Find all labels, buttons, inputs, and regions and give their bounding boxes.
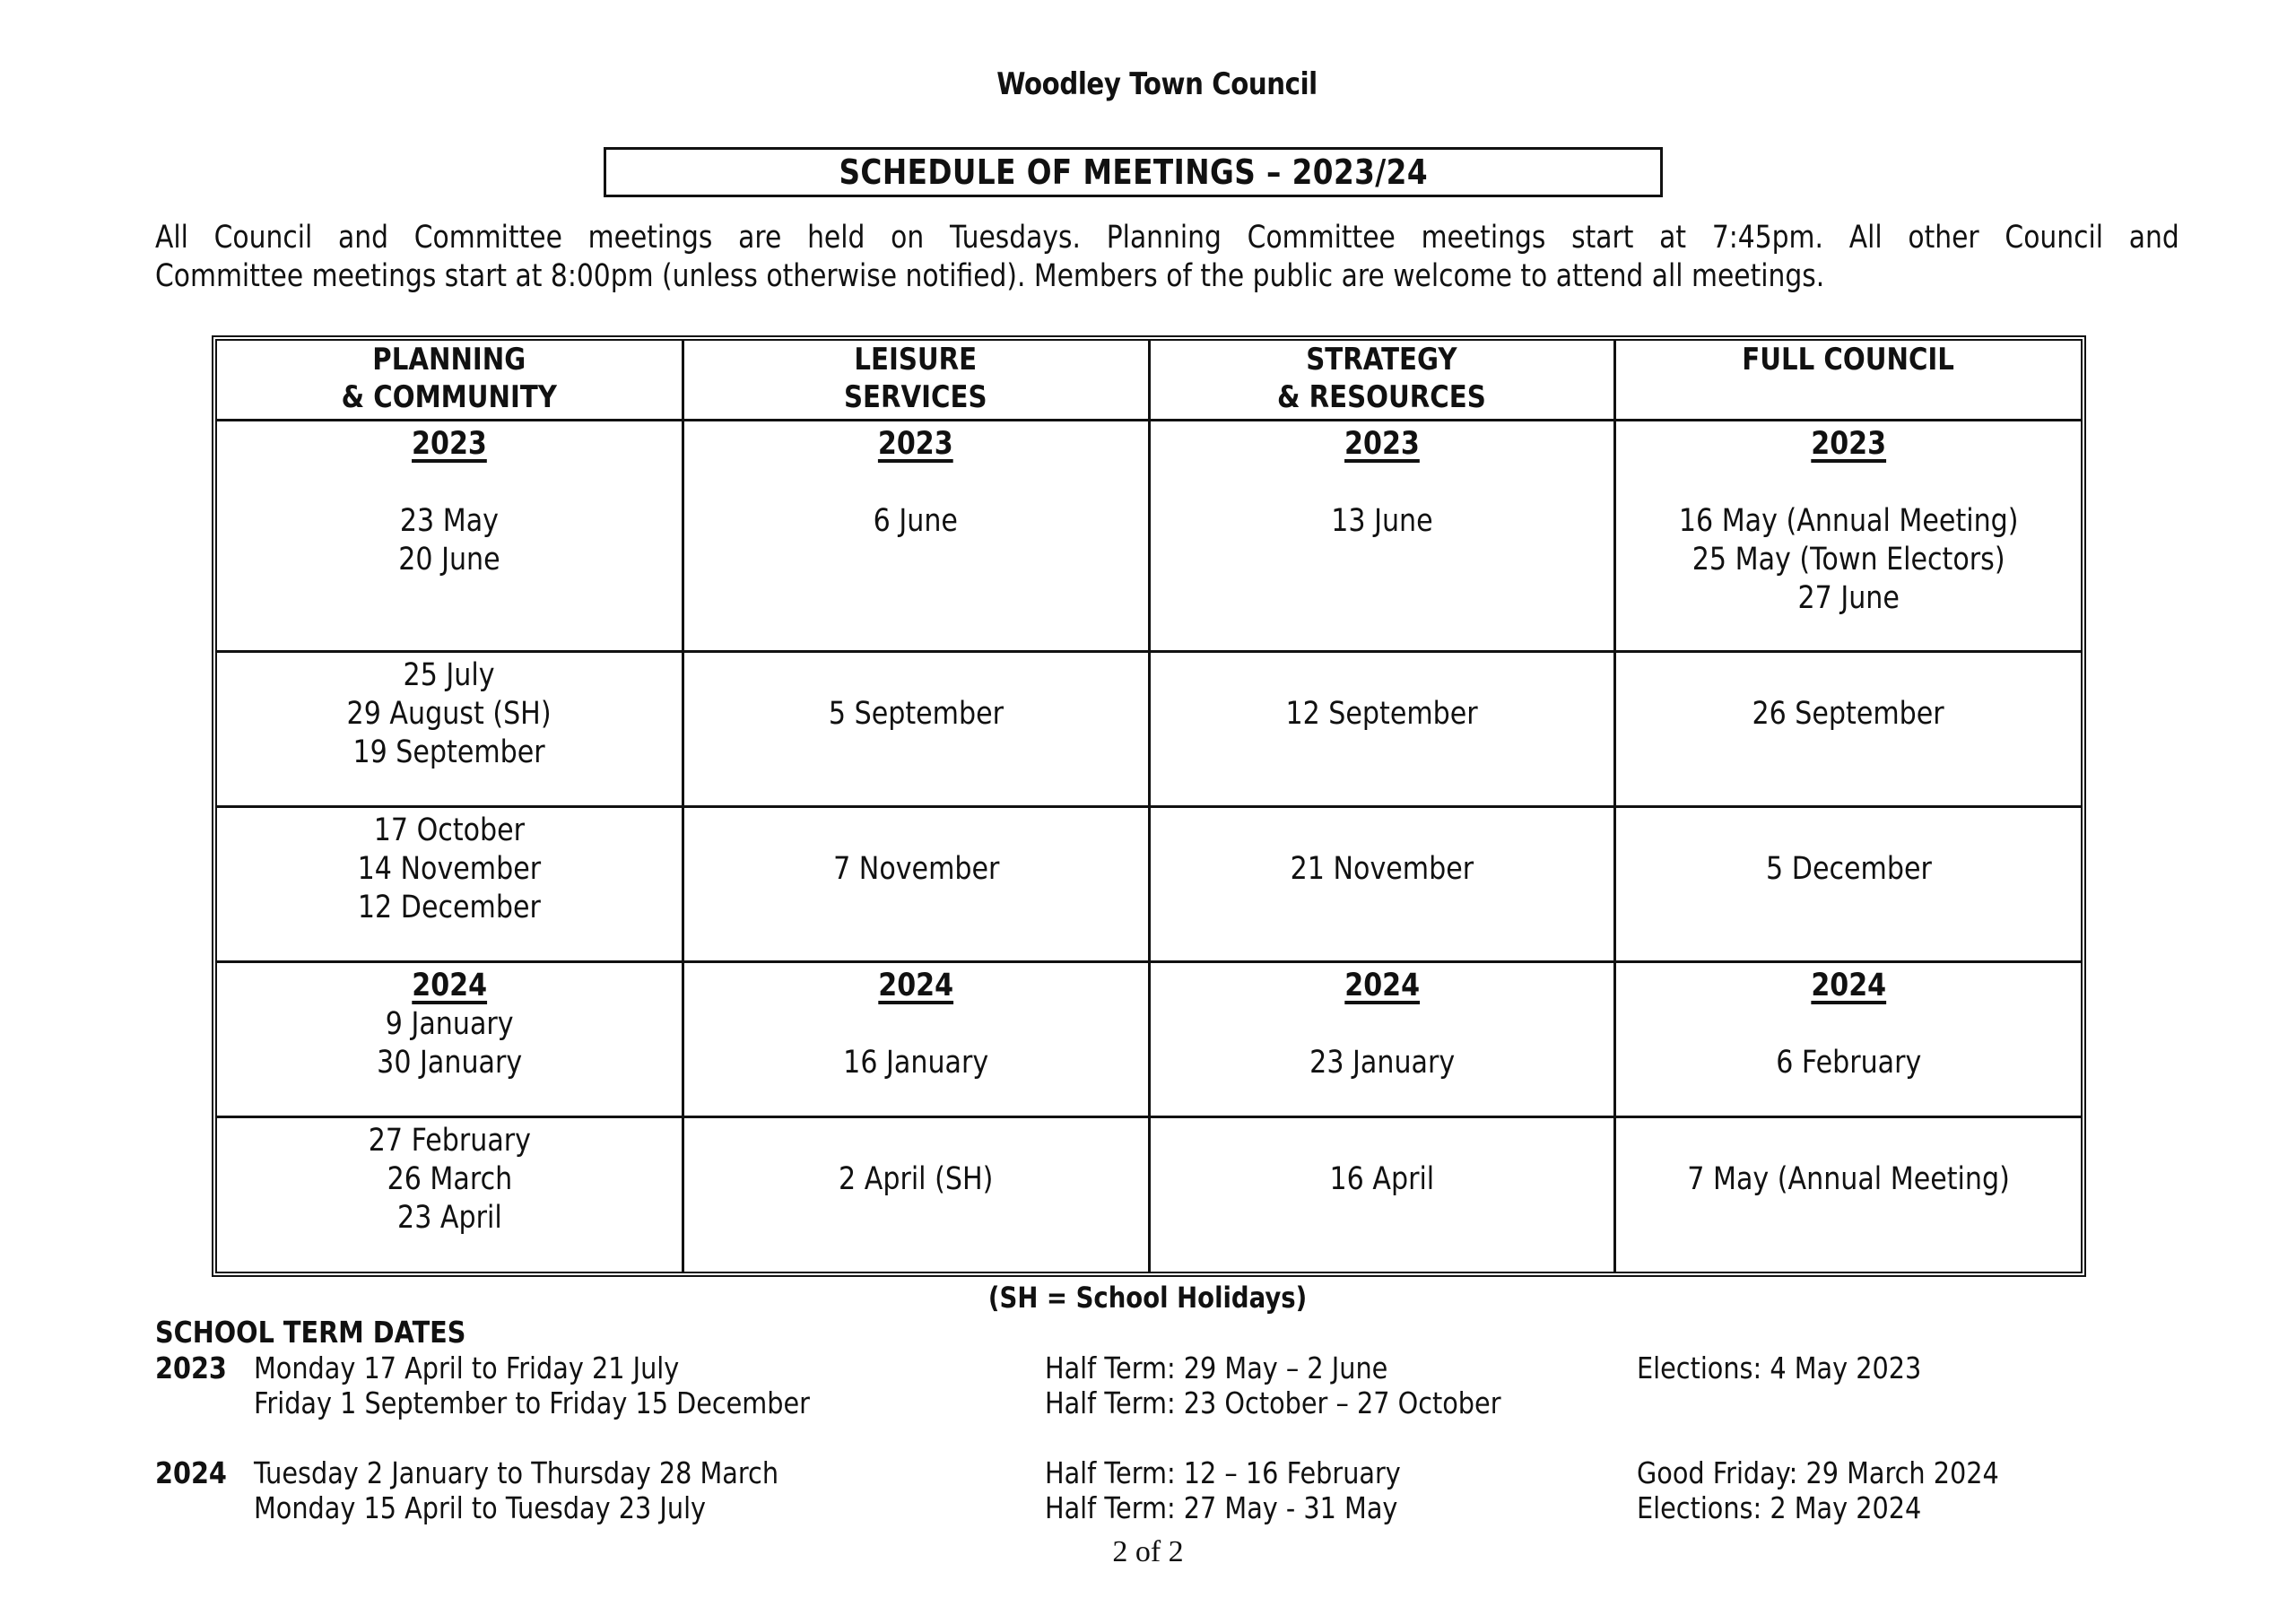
meeting-date: 5 December (1765, 850, 1932, 887)
cell-full-council (1615, 651, 2082, 806)
meeting-date: 5 September (828, 695, 1004, 732)
cell-leisure (683, 961, 1150, 1116)
term-note: Elections: 4 May 2023 (1637, 1350, 1922, 1385)
intro-paragraph (155, 219, 2179, 296)
term-row (155, 1490, 2218, 1525)
meeting-date: 19 September (352, 734, 546, 770)
cell-planning (217, 961, 683, 1116)
term-year-label: 2024 (155, 1455, 227, 1490)
meeting-date: 6 February (1775, 1044, 1922, 1081)
meeting-date: 29 August (SH) (346, 695, 552, 732)
meeting-date: 27 June (1797, 579, 1900, 616)
cell-strategy (1149, 651, 1615, 806)
cell-strategy (1149, 420, 1615, 651)
term-dates: Friday 1 September to Friday 15 December (254, 1385, 810, 1420)
table-row (217, 961, 2081, 1116)
half-term: Half Term: 29 May – 2 June (1045, 1350, 1388, 1385)
intro-line-2: Committee meetings start at 8:00pm (unless otherwise notified). Members of the public are welcome to attend all meetings. (155, 258, 1825, 294)
table-row (217, 1116, 2081, 1272)
column-header-full-council: FULL COUNCIL (1615, 341, 2082, 420)
half-term: Half Term: 12 – 16 February (1045, 1455, 1401, 1490)
column-header-strategy: STRATEGY & RESOURCES (1149, 341, 1615, 420)
year-label: 2024 (412, 967, 487, 1003)
year-label: 2024 (878, 967, 954, 1003)
cell-full-council (1615, 420, 2082, 651)
document-title-box (604, 147, 1663, 197)
meeting-date: 12 December (358, 889, 541, 925)
term-row (155, 1385, 2218, 1420)
organization-name: Woodley Town Council (996, 66, 1318, 102)
cell-planning (217, 420, 683, 651)
meeting-date: 25 May (Town Electors) (1692, 541, 2005, 578)
cell-planning (217, 1116, 683, 1272)
term-note: Elections: 2 May 2024 (1637, 1490, 1922, 1525)
table-header-row (217, 341, 2081, 420)
meeting-date: 30 January (376, 1044, 522, 1081)
half-term: Half Term: 27 May - 31 May (1045, 1490, 1398, 1525)
meeting-date: 16 May (Annual Meeting) (1678, 502, 2019, 539)
meeting-date: 26 September (1752, 695, 1945, 732)
cell-strategy (1149, 806, 1615, 961)
cell-full-council (1615, 806, 2082, 961)
meeting-date: 23 January (1309, 1044, 1455, 1081)
term-dates: Tuesday 2 January to Thursday 28 March (254, 1455, 779, 1490)
meeting-date: 7 May (Annual Meeting) (1687, 1160, 2010, 1197)
meeting-date: 16 January (843, 1044, 989, 1081)
page-number: 2 of 2 (1112, 1535, 1184, 1568)
meeting-date: 23 May (399, 502, 500, 539)
term-row (155, 1350, 2218, 1385)
meeting-date: 14 November (357, 850, 542, 887)
cell-leisure (683, 806, 1150, 961)
meeting-date: 7 November (832, 850, 999, 887)
term-row (155, 1455, 2218, 1490)
meeting-schedule-table (212, 335, 2086, 1277)
intro-line-1: All Council and Committee meetings are held on Tuesdays. Planning Committee meetings start at 7:45pm. All other Council and (155, 220, 2179, 256)
document-title: SCHEDULE OF MEETINGS – 2023/24 (839, 152, 1428, 192)
half-term: Half Term: 23 October – 27 October (1045, 1385, 1501, 1420)
term-dates: Monday 17 April to Friday 21 July (254, 1350, 680, 1385)
table-row (217, 806, 2081, 961)
cell-leisure (683, 651, 1150, 806)
cell-strategy (1149, 1116, 1615, 1272)
meeting-date: 25 July (403, 656, 495, 693)
cell-leisure (683, 420, 1150, 651)
cell-leisure (683, 1116, 1150, 1272)
cell-full-council (1615, 1116, 2082, 1272)
meeting-date: 26 March (387, 1160, 512, 1197)
meeting-date: 6 June (874, 502, 959, 539)
column-header-planning: PLANNING & COMMUNITY (217, 341, 683, 420)
cell-strategy (1149, 961, 1615, 1116)
meeting-date: 20 June (398, 541, 500, 578)
meeting-date: 16 April (1329, 1160, 1435, 1197)
school-holidays-legend: (SH = School Holidays) (988, 1281, 1308, 1315)
table-row (217, 420, 2081, 651)
school-term-dates (155, 1315, 2218, 1525)
meeting-date: 23 April (396, 1199, 502, 1236)
cell-planning (217, 806, 683, 961)
meeting-date: 12 September (1285, 695, 1478, 732)
year-label: 2024 (1344, 967, 1420, 1003)
year-label: 2023 (1344, 425, 1420, 462)
term-year-label: 2023 (155, 1350, 227, 1385)
table-row (217, 651, 2081, 806)
year-label: 2023 (1811, 425, 1886, 462)
school-term-dates-heading: SCHOOL TERM DATES (155, 1315, 466, 1350)
term-note: Good Friday: 29 March 2024 (1637, 1455, 1999, 1490)
meeting-date: 9 January (385, 1005, 514, 1042)
cell-full-council (1615, 961, 2082, 1116)
meeting-date: 17 October (373, 812, 526, 848)
column-header-leisure: LEISURE SERVICES (683, 341, 1150, 420)
year-label: 2024 (1811, 967, 1886, 1003)
cell-planning (217, 651, 683, 806)
meeting-date: 21 November (1290, 850, 1474, 887)
meeting-date: 13 June (1331, 502, 1433, 539)
year-label: 2023 (412, 425, 487, 462)
year-label: 2023 (878, 425, 954, 462)
meeting-date: 27 February (368, 1122, 531, 1159)
meeting-date: 2 April (SH) (839, 1160, 994, 1197)
term-dates: Monday 15 April to Tuesday 23 July (254, 1490, 707, 1525)
